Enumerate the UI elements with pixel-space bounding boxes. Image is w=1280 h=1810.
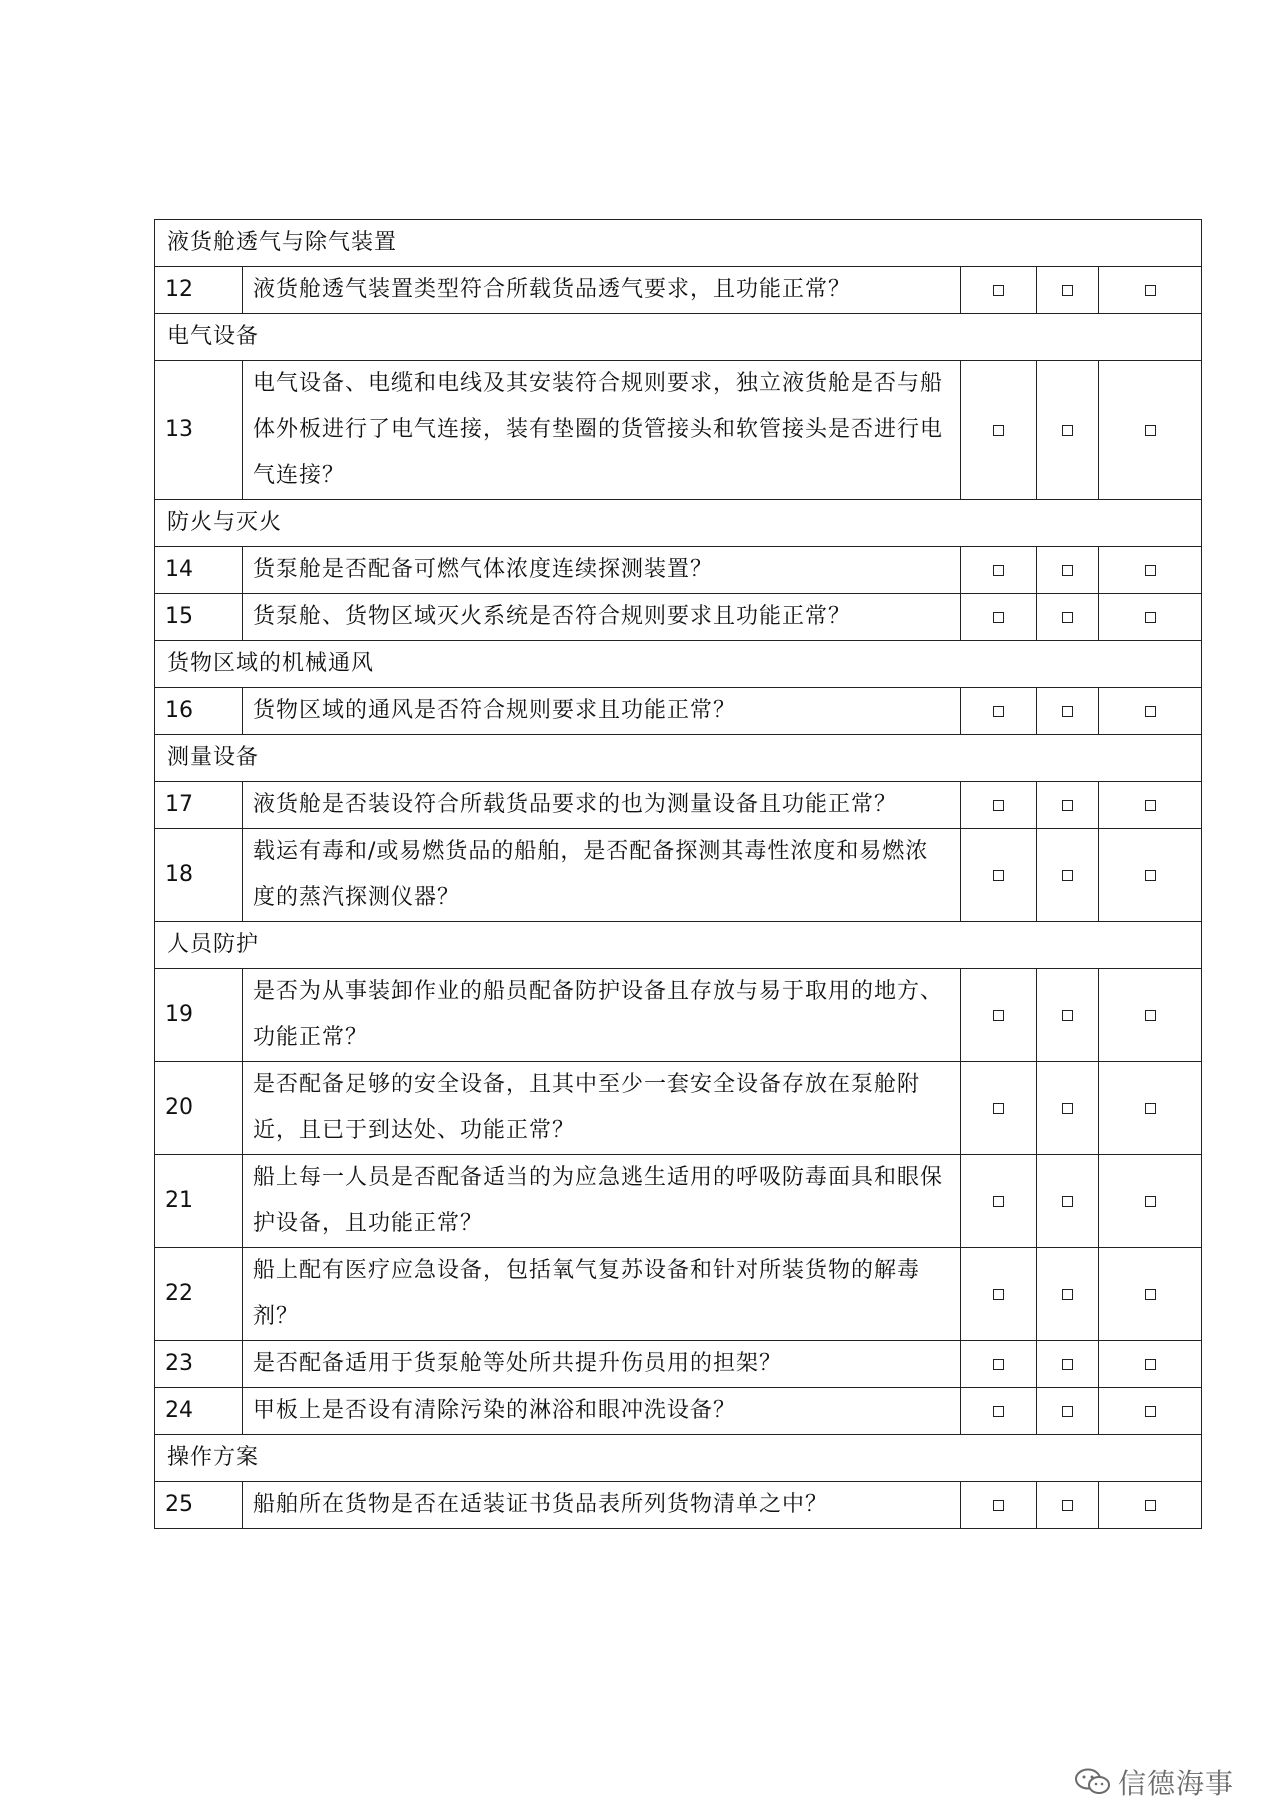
checkbox-b[interactable] <box>1062 1289 1073 1300</box>
checkbox-a[interactable] <box>993 1010 1004 1021</box>
section-row <box>155 735 1202 782</box>
section-title: 货物区域的机械通风 <box>155 641 1202 688</box>
item-question: 船上每一人员是否配备适当的为应急逃生适用的呼吸防毒面具和眼保护设备，且功能正常？ <box>243 1155 961 1248</box>
checkbox-c[interactable] <box>1145 870 1156 881</box>
section-row <box>155 1435 1202 1482</box>
checkbox-c[interactable] <box>1145 1103 1156 1114</box>
checkbox-c[interactable] <box>1145 565 1156 576</box>
checklist-row <box>155 1248 1202 1341</box>
item-number: 23 <box>155 1341 243 1388</box>
checkbox-c-cell <box>1099 267 1202 314</box>
checkbox-c[interactable] <box>1145 425 1156 436</box>
checkbox-b-cell <box>1037 829 1099 922</box>
item-number: 22 <box>155 1248 243 1341</box>
checkbox-b[interactable] <box>1062 565 1073 576</box>
checkbox-c[interactable] <box>1145 285 1156 296</box>
checkbox-a-cell <box>961 594 1037 641</box>
checkbox-c[interactable] <box>1145 612 1156 623</box>
checkbox-b[interactable] <box>1062 612 1073 623</box>
item-number: 12 <box>155 267 243 314</box>
checkbox-b[interactable] <box>1062 706 1073 717</box>
checkbox-a-cell <box>961 782 1037 829</box>
section-title: 操作方案 <box>155 1435 1202 1482</box>
section-title: 测量设备 <box>155 735 1202 782</box>
checkbox-b-cell <box>1037 1341 1099 1388</box>
checklist-row <box>155 594 1202 641</box>
checkbox-b-cell <box>1037 1482 1099 1529</box>
item-question: 甲板上是否设有清除污染的淋浴和眼冲洗设备？ <box>243 1388 961 1435</box>
item-number: 13 <box>155 361 243 500</box>
checkbox-b-cell <box>1037 688 1099 735</box>
checklist-table <box>154 219 1202 1529</box>
item-number: 20 <box>155 1062 243 1155</box>
checkbox-a-cell <box>961 1062 1037 1155</box>
item-number: 21 <box>155 1155 243 1248</box>
section-title: 防火与灭火 <box>155 500 1202 547</box>
watermark <box>1074 1762 1234 1802</box>
checkbox-a-cell <box>961 969 1037 1062</box>
item-number: 18 <box>155 829 243 922</box>
checkbox-c-cell <box>1099 782 1202 829</box>
section-row <box>155 641 1202 688</box>
checkbox-a-cell <box>961 1388 1037 1435</box>
checkbox-c-cell <box>1099 361 1202 500</box>
checkbox-a[interactable] <box>993 612 1004 623</box>
checklist-row <box>155 782 1202 829</box>
checklist-body <box>155 220 1202 1529</box>
checklist-row <box>155 1482 1202 1529</box>
checkbox-a[interactable] <box>993 1500 1004 1511</box>
checklist-row <box>155 1341 1202 1388</box>
checkbox-b[interactable] <box>1062 425 1073 436</box>
checkbox-b-cell <box>1037 1155 1099 1248</box>
checkbox-b-cell <box>1037 1388 1099 1435</box>
checkbox-b[interactable] <box>1062 800 1073 811</box>
item-number: 24 <box>155 1388 243 1435</box>
checkbox-a[interactable] <box>993 1196 1004 1207</box>
checklist-row <box>155 969 1202 1062</box>
checkbox-b-cell <box>1037 547 1099 594</box>
checkbox-c[interactable] <box>1145 706 1156 717</box>
checklist-row <box>155 1062 1202 1155</box>
checkbox-c[interactable] <box>1145 1500 1156 1511</box>
checkbox-a[interactable] <box>993 706 1004 717</box>
checkbox-a-cell <box>961 688 1037 735</box>
checkbox-c[interactable] <box>1145 1359 1156 1370</box>
checkbox-a-cell <box>961 829 1037 922</box>
checkbox-c[interactable] <box>1145 800 1156 811</box>
checkbox-b[interactable] <box>1062 285 1073 296</box>
checkbox-a-cell <box>961 361 1037 500</box>
checkbox-b-cell <box>1037 267 1099 314</box>
checkbox-c-cell <box>1099 1155 1202 1248</box>
section-row <box>155 314 1202 361</box>
checklist-row <box>155 361 1202 500</box>
checkbox-b-cell <box>1037 361 1099 500</box>
item-question: 货泵舱是否配备可燃气体浓度连续探测装置？ <box>243 547 961 594</box>
checkbox-c[interactable] <box>1145 1196 1156 1207</box>
checkbox-a[interactable] <box>993 285 1004 296</box>
checkbox-c-cell <box>1099 688 1202 735</box>
checkbox-c-cell <box>1099 1341 1202 1388</box>
checkbox-c[interactable] <box>1145 1289 1156 1300</box>
checklist-row <box>155 547 1202 594</box>
item-question: 是否配备适用于货泵舱等处所共提升伤员用的担架？ <box>243 1341 961 1388</box>
checkbox-a[interactable] <box>993 425 1004 436</box>
checkbox-c[interactable] <box>1145 1406 1156 1417</box>
item-number: 19 <box>155 969 243 1062</box>
section-title: 电气设备 <box>155 314 1202 361</box>
checkbox-a-cell <box>961 1155 1037 1248</box>
item-number: 17 <box>155 782 243 829</box>
checkbox-a[interactable] <box>993 1103 1004 1114</box>
checkbox-a-cell <box>961 547 1037 594</box>
checklist-row <box>155 1155 1202 1248</box>
item-question: 货物区域的通风是否符合规则要求且功能正常？ <box>243 688 961 735</box>
checkbox-b[interactable] <box>1062 1359 1073 1370</box>
item-number: 16 <box>155 688 243 735</box>
item-question: 是否为从事装卸作业的船员配备防护设备且存放与易于取用的地方、功能正常？ <box>243 969 961 1062</box>
checkbox-b-cell <box>1037 969 1099 1062</box>
item-question: 液货舱透气装置类型符合所载货品透气要求，且功能正常？ <box>243 267 961 314</box>
checkbox-b-cell <box>1037 1062 1099 1155</box>
checkbox-a[interactable] <box>993 1359 1004 1370</box>
checkbox-b-cell <box>1037 782 1099 829</box>
checkbox-a[interactable] <box>993 1289 1004 1300</box>
checklist-row <box>155 1388 1202 1435</box>
checkbox-a-cell <box>961 1341 1037 1388</box>
watermark-text: 信德海事 <box>1118 1767 1235 1800</box>
checkbox-b[interactable] <box>1062 870 1073 881</box>
checkbox-c-cell <box>1099 969 1202 1062</box>
checkbox-b[interactable] <box>1062 1500 1073 1511</box>
checkbox-b-cell <box>1037 1248 1099 1341</box>
item-number: 14 <box>155 547 243 594</box>
item-question: 船舶所在货物是否在适装证书货品表所列货物清单之中？ <box>243 1482 961 1529</box>
wechat-icon <box>1074 1767 1112 1797</box>
item-question: 液货舱是否装设符合所载货品要求的也为测量设备且功能正常？ <box>243 782 961 829</box>
item-question: 电气设备、电缆和电线及其安装符合规则要求，独立液货舱是否与船体外板进行了电气连接，装有垫圈的货管接头和软管接头是否进行电气连接？ <box>243 361 961 500</box>
checkbox-c-cell <box>1099 547 1202 594</box>
checkbox-a-cell <box>961 267 1037 314</box>
checkbox-b[interactable] <box>1062 1103 1073 1114</box>
section-title: 人员防护 <box>155 922 1202 969</box>
item-question: 载运有毒和/或易燃货品的船舶，是否配备探测其毒性浓度和易燃浓度的蒸汽探测仪器？ <box>243 829 961 922</box>
checkbox-a[interactable] <box>993 565 1004 576</box>
item-question: 是否配备足够的安全设备，且其中至少一套安全设备存放在泵舱附近，且已于到达处、功能正常？ <box>243 1062 961 1155</box>
checkbox-c-cell <box>1099 594 1202 641</box>
checkbox-a[interactable] <box>993 1406 1004 1417</box>
checkbox-a-cell <box>961 1482 1037 1529</box>
section-row <box>155 220 1202 267</box>
checkbox-a[interactable] <box>993 800 1004 811</box>
item-number: 15 <box>155 594 243 641</box>
checkbox-c-cell <box>1099 1248 1202 1341</box>
item-question: 货泵舱、货物区域灭火系统是否符合规则要求且功能正常？ <box>243 594 961 641</box>
checkbox-b[interactable] <box>1062 1406 1073 1417</box>
checkbox-b[interactable] <box>1062 1010 1073 1021</box>
checkbox-c-cell <box>1099 1482 1202 1529</box>
checklist-row <box>155 267 1202 314</box>
section-row <box>155 500 1202 547</box>
checklist-row <box>155 688 1202 735</box>
checkbox-c-cell <box>1099 1388 1202 1435</box>
checkbox-c-cell <box>1099 829 1202 922</box>
checkbox-a[interactable] <box>993 870 1004 881</box>
checkbox-a-cell <box>961 1248 1037 1341</box>
checklist-row <box>155 829 1202 922</box>
checkbox-b[interactable] <box>1062 1196 1073 1207</box>
checkbox-b-cell <box>1037 594 1099 641</box>
item-question: 船上配有医疗应急设备，包括氧气复苏设备和针对所装货物的解毒剂？ <box>243 1248 961 1341</box>
checkbox-c-cell <box>1099 1062 1202 1155</box>
item-number: 25 <box>155 1482 243 1529</box>
section-title: 液货舱透气与除气装置 <box>155 220 1202 267</box>
section-row <box>155 922 1202 969</box>
checkbox-c[interactable] <box>1145 1010 1156 1021</box>
